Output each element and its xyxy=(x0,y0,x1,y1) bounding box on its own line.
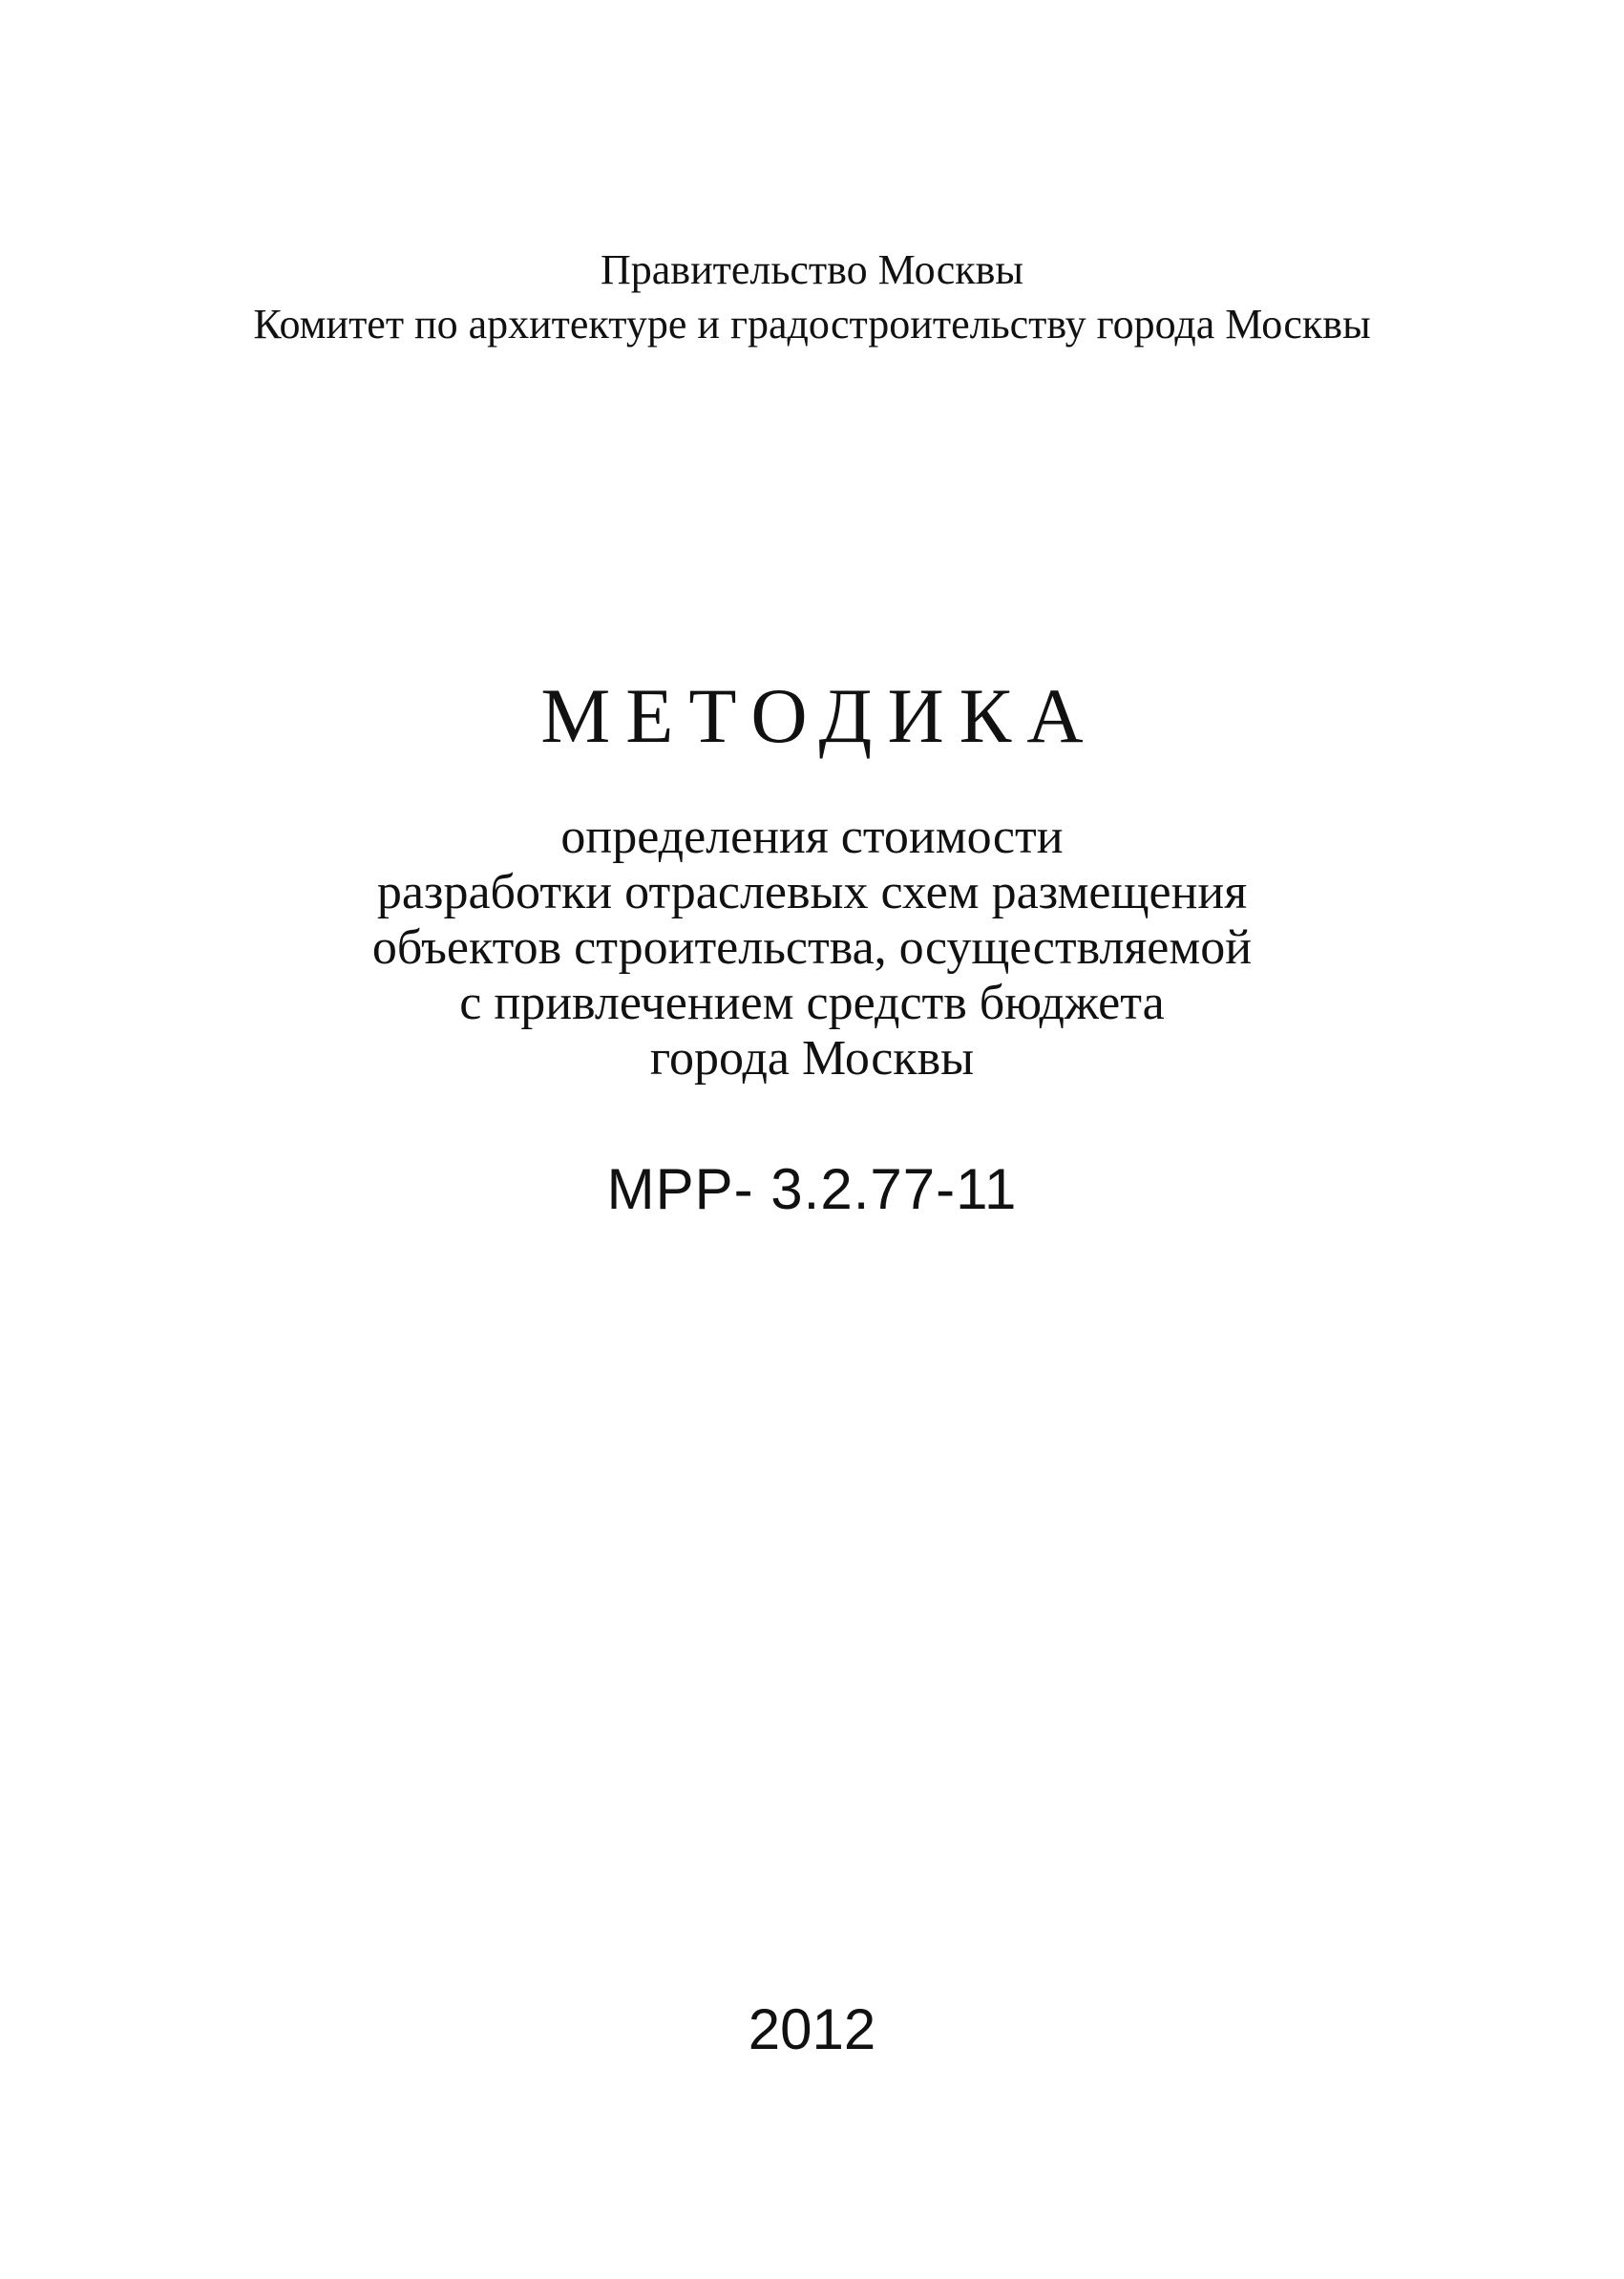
issuer-government: Правительство Москвы xyxy=(600,246,1023,293)
publication-year: 2012 xyxy=(748,1997,876,2061)
subtitle-line: разработки отраслевых схем размещения xyxy=(376,865,1248,919)
document-title: МЕТОДИКА xyxy=(540,672,1099,759)
subtitle-line: города Москвы xyxy=(649,1031,975,1086)
issuer-committee: Комитет по архитектуре и градостроительству города Москвы xyxy=(253,301,1371,348)
subtitle-line: с привлечением средств бюджета xyxy=(459,976,1165,1030)
subtitle-line: объектов строительства, осуществляемой xyxy=(371,920,1253,975)
subtitle-line: определения стоимости xyxy=(560,810,1064,864)
document-code: МРР- 3.2.77-11 xyxy=(606,1157,1018,1221)
document-subtitle xyxy=(0,810,1624,1087)
